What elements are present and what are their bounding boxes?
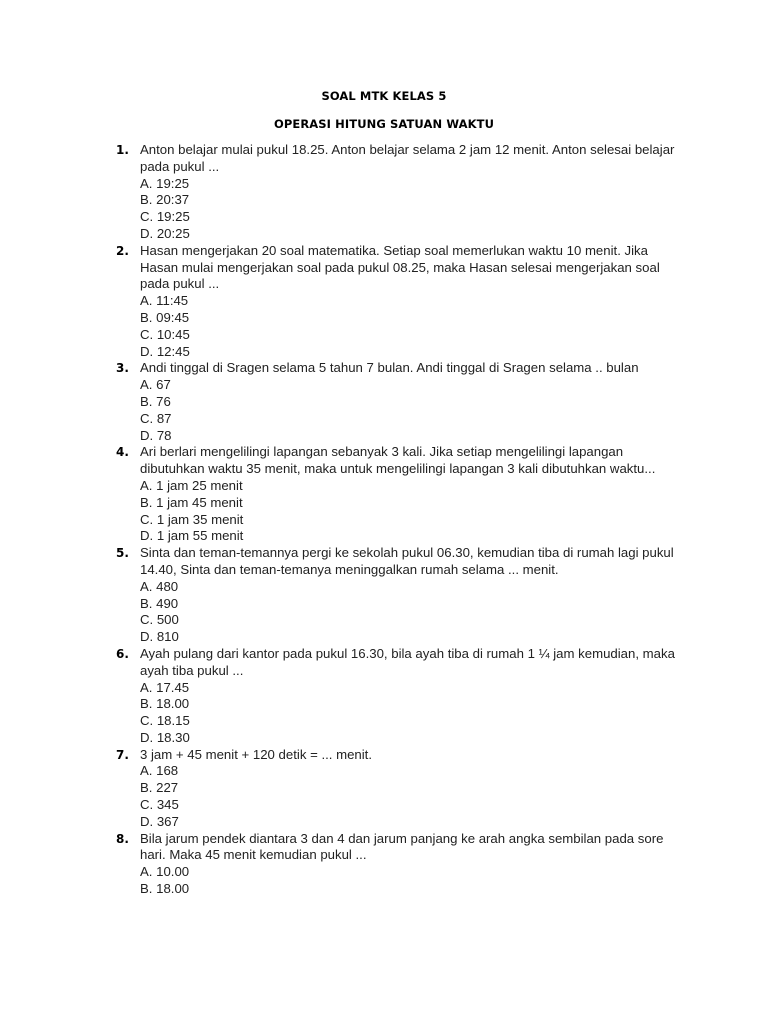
answer-option: C. 345 — [140, 797, 179, 813]
question-number: 7. — [116, 747, 129, 762]
question-number: 3. — [116, 361, 129, 376]
answer-option: B. 1 jam 45 menit — [140, 494, 243, 510]
question-text: Anton belajar mulai pukul 18.25. Anton belajar selama 2 jam 12 menit. Anton selesai belajar pada pukul ... — [140, 142, 675, 174]
answer-option: A. 67 — [140, 377, 171, 393]
document-title: SOAL MTK KELAS 5 — [321, 89, 447, 103]
question-item — [0, 545, 680, 646]
answer-option: B. 76 — [140, 393, 171, 409]
question-number: 1. — [116, 143, 129, 157]
answer-options — [140, 864, 680, 898]
answer-option: C. 1 jam 35 menit — [140, 511, 244, 527]
answer-option: B. 18.00 — [140, 696, 190, 712]
question-text: Andi tinggal di Sragen selama 5 tahun 7 bulan. Andi tinggal di Sragen selama .. bulan — [140, 360, 639, 376]
answer-option: A. 19:25 — [140, 175, 190, 191]
answer-option: B. 20:37 — [140, 192, 190, 208]
answer-option: C. 500 — [140, 612, 179, 628]
question-text: Ari berlari mengelilingi lapangan sebanyak 3 kali. Jika setiap mengelilingi lapangan dibutuhkan waktu 35 menit, maka untuk mengelilingi lapangan 3 kali dibutuhkan waktu... — [140, 444, 656, 477]
answer-option: A. 1 jam 25 menit — [140, 477, 243, 493]
document-subtitle: OPERASI HITUNG SATUAN WAKTU — [273, 117, 495, 131]
answer-options — [140, 680, 680, 747]
answer-option: D. 78 — [140, 427, 172, 443]
answer-options — [140, 293, 680, 360]
answer-option: D. 367 — [140, 813, 179, 829]
answer-option: A. 10.00 — [140, 864, 190, 880]
question-item — [0, 747, 680, 831]
answer-options — [140, 377, 680, 444]
answer-option: A. 168 — [140, 763, 179, 779]
question-item — [0, 646, 680, 747]
answer-option: C. 87 — [140, 410, 172, 426]
answer-option: B. 18.00 — [140, 881, 190, 897]
question-number: 2. — [116, 243, 129, 258]
answer-option: D. 20:25 — [140, 225, 190, 241]
question-item — [0, 444, 680, 545]
answer-option: A. 480 — [140, 578, 179, 594]
answer-option: B. 490 — [140, 595, 179, 611]
question-item — [0, 360, 680, 444]
answer-option: B. 227 — [140, 780, 179, 796]
answer-options — [140, 176, 680, 243]
answer-option: D. 1 jam 55 menit — [140, 528, 244, 544]
answer-option: A. 11:45 — [140, 293, 189, 309]
question-number: 5. — [116, 546, 129, 561]
question-text: Sinta dan teman-temannya pergi ke sekolah pukul 06.30, kemudian tiba di rumah lagi pukul 14.40, Sinta dan teman-temanya meninggalkan rumah selama ... menit. — [140, 545, 674, 577]
answer-option: B. 09:45 — [140, 309, 190, 325]
question-number: 4. — [116, 445, 129, 460]
question-text: 3 jam + 45 menit + 120 detik = ... menit. — [140, 746, 373, 762]
answer-option: D. 12:45 — [140, 343, 190, 359]
question-item — [0, 243, 680, 361]
question-item — [0, 142, 680, 243]
question-text: Ayah pulang dari kantor pada pukul 16.30, bila ayah tiba di rumah 1 ¼ jam kemudian, maka ayah tiba pukul ... — [140, 645, 675, 678]
question-item — [0, 831, 680, 898]
answer-option: C. 19:25 — [140, 209, 190, 225]
answer-option: A. 17.45 — [140, 679, 190, 695]
question-number: 8. — [116, 831, 129, 846]
question-list — [0, 142, 768, 898]
question-number: 6. — [116, 646, 129, 661]
answer-option: D. 810 — [140, 629, 179, 645]
answer-options — [140, 763, 680, 830]
question-text: Hasan mengerjakan 20 soal matematika. Setiap soal memerlukan waktu 10 menit. Jika Hasan mulai mengerjakan soal pada pukul 08.25, maka Hasan selesai mengerjakan soal pada pukul ... — [140, 242, 660, 292]
question-text: Bila jarum pendek diantara 3 dan 4 dan jarum panjang ke arah angka sembilan pada sore hari. Maka 45 menit kemudian pukul ... — [140, 830, 664, 863]
answer-option: D. 18.30 — [140, 729, 190, 745]
answer-options — [140, 478, 680, 545]
answer-options — [140, 579, 680, 646]
answer-option: C. 10:45 — [140, 326, 190, 342]
answer-option: C. 18.15 — [140, 713, 190, 729]
